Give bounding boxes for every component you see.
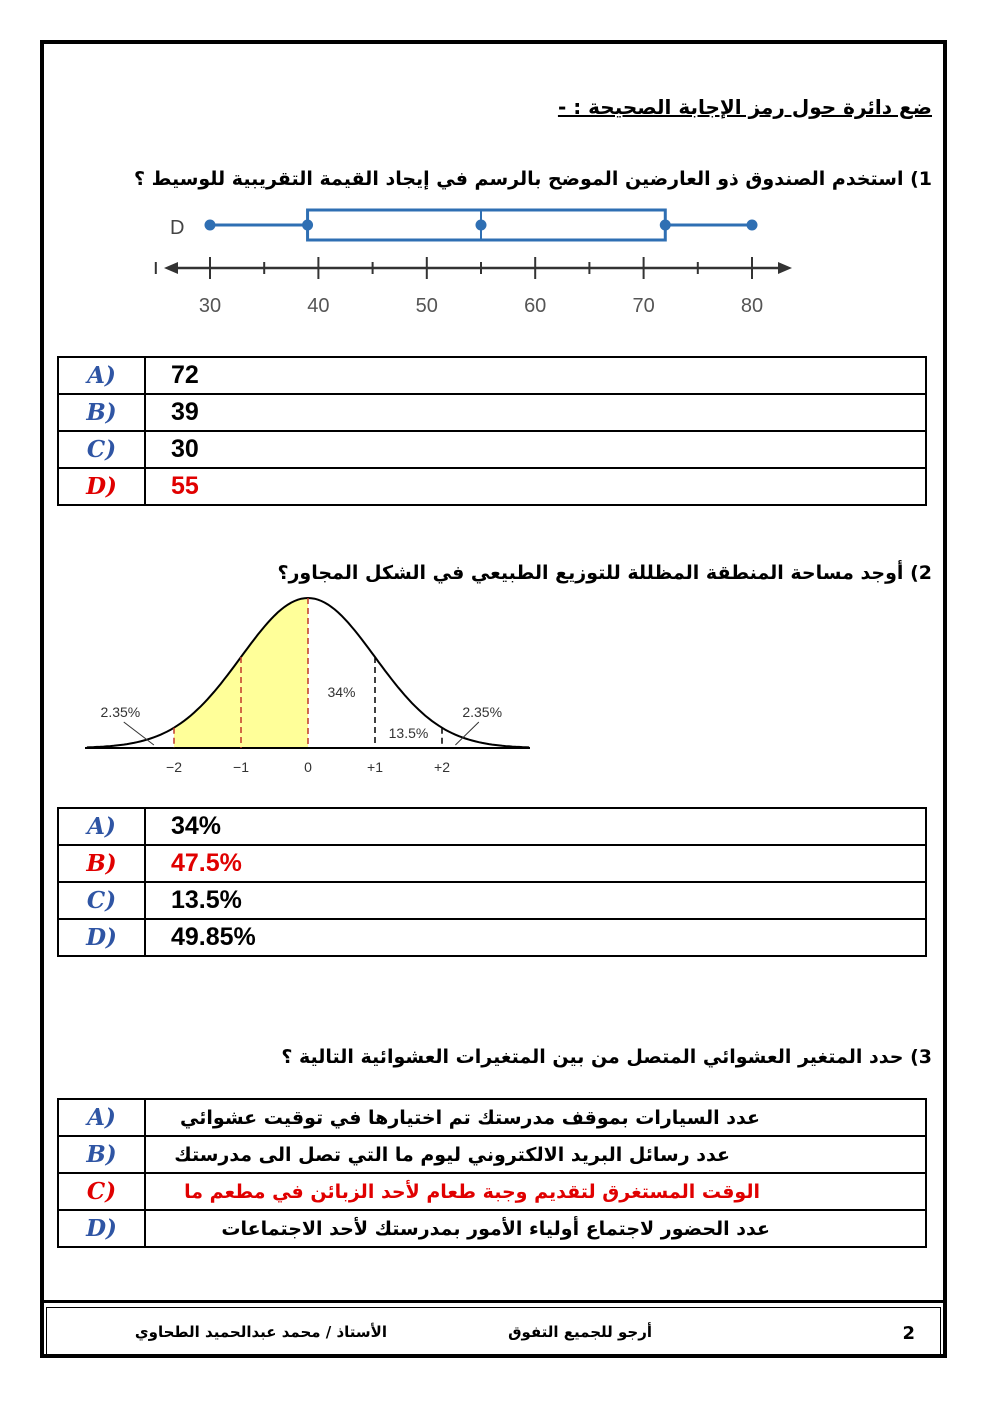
option-label: C) [58, 431, 145, 468]
annotation-label: 13.5% [388, 725, 429, 741]
question-3 [281, 1046, 932, 1068]
tick-label: +1 [367, 759, 383, 775]
option-label: B) [58, 845, 145, 882]
tick-label: 30 [198, 295, 222, 317]
option-value: 13.5% [145, 882, 926, 919]
q1-option-d[interactable] [58, 468, 926, 505]
box-plot-label: D [170, 217, 185, 239]
option-value: 49.85% [145, 919, 926, 956]
q1-options-table [57, 356, 927, 506]
annotation-label: 2.35% [462, 704, 503, 720]
point-min [205, 220, 216, 231]
tick-label: 60 [524, 295, 547, 317]
tick-label: 0 [304, 759, 312, 775]
option-value: 55 [145, 468, 926, 505]
question-2-text: أوجد مساحة المنطقة المظللة للتوزيع الطبيعي في الشكل المجاور؟ [277, 562, 904, 584]
question-2 [277, 562, 932, 584]
q1-option-c[interactable] [58, 431, 926, 468]
q3-option-b[interactable] [58, 1136, 926, 1173]
option-value: 72 [145, 357, 926, 394]
q3-options-table [57, 1098, 927, 1248]
option-value: عدد رسائل البريد الالكتروني ليوم ما التي تصل الى مدرستك [145, 1136, 926, 1173]
question-1-number: 1) [910, 168, 932, 190]
q3-option-d[interactable] [58, 1210, 926, 1247]
q2-option-a[interactable] [58, 808, 926, 845]
option-value: 39 [145, 394, 926, 431]
option-value: عدد الحضور لاجتماع أولياء الأمور بمدرستك لأحد الاجتماعات [145, 1210, 926, 1247]
q3-option-c[interactable] [58, 1173, 926, 1210]
option-label: A) [58, 357, 145, 394]
footer-teacher: الأستاذ / محمد عبدالحميد الطحاوي [134, 1323, 387, 1341]
q3-option-a[interactable] [58, 1099, 926, 1136]
option-label: D) [58, 919, 145, 956]
q1-option-a[interactable] [58, 357, 926, 394]
tick-label: 50 [415, 295, 438, 317]
tick-label: +2 [434, 759, 450, 775]
q2-option-c[interactable] [58, 882, 926, 919]
page-number: 2 [902, 1323, 915, 1344]
point-q3 [660, 220, 671, 231]
question-3-text: حدد المتغير العشوائي المتصل من بين المتغيرات العشوائية التالية ؟ [281, 1046, 904, 1068]
question-1 [134, 168, 932, 190]
tick-label: 70 [632, 295, 655, 317]
footer-wish: أرجو للجميع التفوق [508, 1323, 652, 1341]
question-3-number: 3) [910, 1046, 932, 1068]
axis-arrow-left [164, 262, 178, 274]
option-label: D) [58, 468, 145, 505]
option-label: C) [58, 1173, 145, 1210]
option-label: B) [58, 1136, 145, 1173]
q1-option-b[interactable] [58, 394, 926, 431]
annotation-label: 34% [327, 684, 356, 700]
axis-arrow-right [778, 262, 792, 274]
option-value: 34% [145, 808, 926, 845]
footer [40, 1300, 947, 1361]
q2-options-table [57, 807, 927, 957]
option-value: 30 [145, 431, 926, 468]
option-value: 47.5% [145, 845, 926, 882]
tick-label: −1 [233, 759, 249, 775]
question-1-text: استخدم الصندوق ذو العارضين الموضح بالرسم في إيجاد القيمة التقريبية للوسيط ؟ [133, 168, 904, 190]
option-label: A) [58, 1099, 145, 1136]
option-value: الوقت المستغرق لتقديم وجبة طعام لأحد الزبائن في مطعم ما [145, 1173, 926, 1210]
point-max [747, 220, 758, 231]
question-2-number: 2) [910, 562, 932, 584]
box-plot [150, 200, 810, 330]
q2-option-b[interactable] [58, 845, 926, 882]
option-label: C) [58, 882, 145, 919]
q2-option-d[interactable] [58, 919, 926, 956]
option-label: D) [58, 1210, 145, 1247]
point-q1 [302, 220, 313, 231]
option-label: A) [58, 808, 145, 845]
instruction: ضع دائرة حول رمز الإجابة الصحيحة : - [557, 95, 932, 119]
option-value: عدد السيارات بموقف مدرستك تم اختيارها في توقيت عشوائي [145, 1099, 926, 1136]
point-median [476, 220, 487, 231]
option-label: B) [58, 394, 145, 431]
annotation-label: 2.35% [100, 704, 141, 720]
tick-label: 80 [740, 295, 764, 317]
tick-label: 40 [307, 295, 330, 317]
tick-label: −2 [166, 759, 182, 775]
normal-curve [85, 590, 530, 780]
